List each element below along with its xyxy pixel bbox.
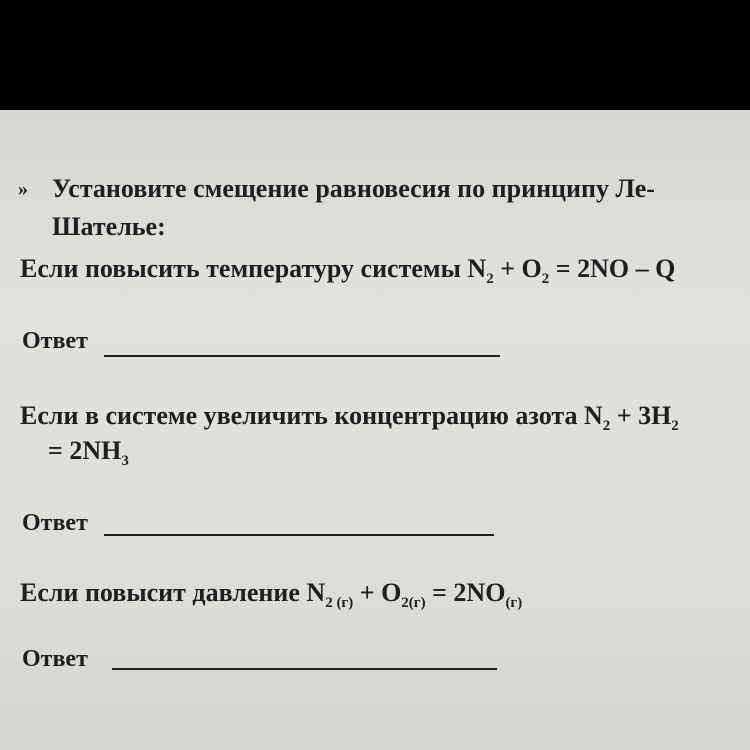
q1-rest: = 2NO – Q bbox=[549, 254, 676, 283]
q1-o-sub: 2 bbox=[541, 271, 550, 287]
q2-h-sub: 2 bbox=[671, 418, 679, 434]
q2-plus: + 3H bbox=[610, 401, 672, 430]
q3-rest-sub: (г) bbox=[505, 595, 523, 611]
question-3 bbox=[20, 578, 523, 611]
q3-o-sub: 2(г) bbox=[401, 595, 426, 611]
bullet-marker: » bbox=[18, 178, 28, 200]
answer-label-2: Ответ bbox=[22, 510, 88, 536]
answer-line-2[interactable] bbox=[104, 534, 494, 536]
q2-product-sub: 3 bbox=[121, 453, 129, 469]
q3-plus: + O bbox=[353, 578, 402, 607]
answer-label-3: Ответ bbox=[22, 646, 88, 672]
q2-n-sub: 2 bbox=[602, 418, 611, 434]
q1-n: N bbox=[467, 254, 487, 283]
question-2-line2 bbox=[48, 436, 129, 469]
answer-line-3[interactable] bbox=[112, 668, 497, 670]
task-title-line1: Установите смещение равновесия по принципу Ле- bbox=[52, 174, 655, 203]
question-1-text: Если повысить температуру системы bbox=[20, 254, 468, 283]
answer-line-1[interactable] bbox=[104, 355, 500, 357]
question-1 bbox=[20, 254, 676, 287]
question-2 bbox=[20, 401, 679, 434]
q3-n: N bbox=[306, 578, 326, 607]
worksheet-paper bbox=[0, 110, 750, 750]
q3-rest: = 2NO bbox=[425, 578, 506, 607]
task-title-line2: Шателье: bbox=[52, 212, 166, 241]
q2-n: N bbox=[583, 401, 603, 430]
question-2-text: Если в системе увеличить концентрацию азота bbox=[20, 401, 584, 430]
q1-o: O bbox=[521, 254, 542, 283]
q2-product: = 2NH bbox=[48, 436, 122, 465]
question-3-text: Если повысит давление bbox=[20, 578, 307, 607]
q1-n-sub: 2 bbox=[486, 271, 494, 287]
q1-plus: + bbox=[493, 254, 522, 283]
answer-label-1: Ответ bbox=[22, 328, 88, 354]
q3-n-sub: 2 (г) bbox=[325, 595, 354, 611]
